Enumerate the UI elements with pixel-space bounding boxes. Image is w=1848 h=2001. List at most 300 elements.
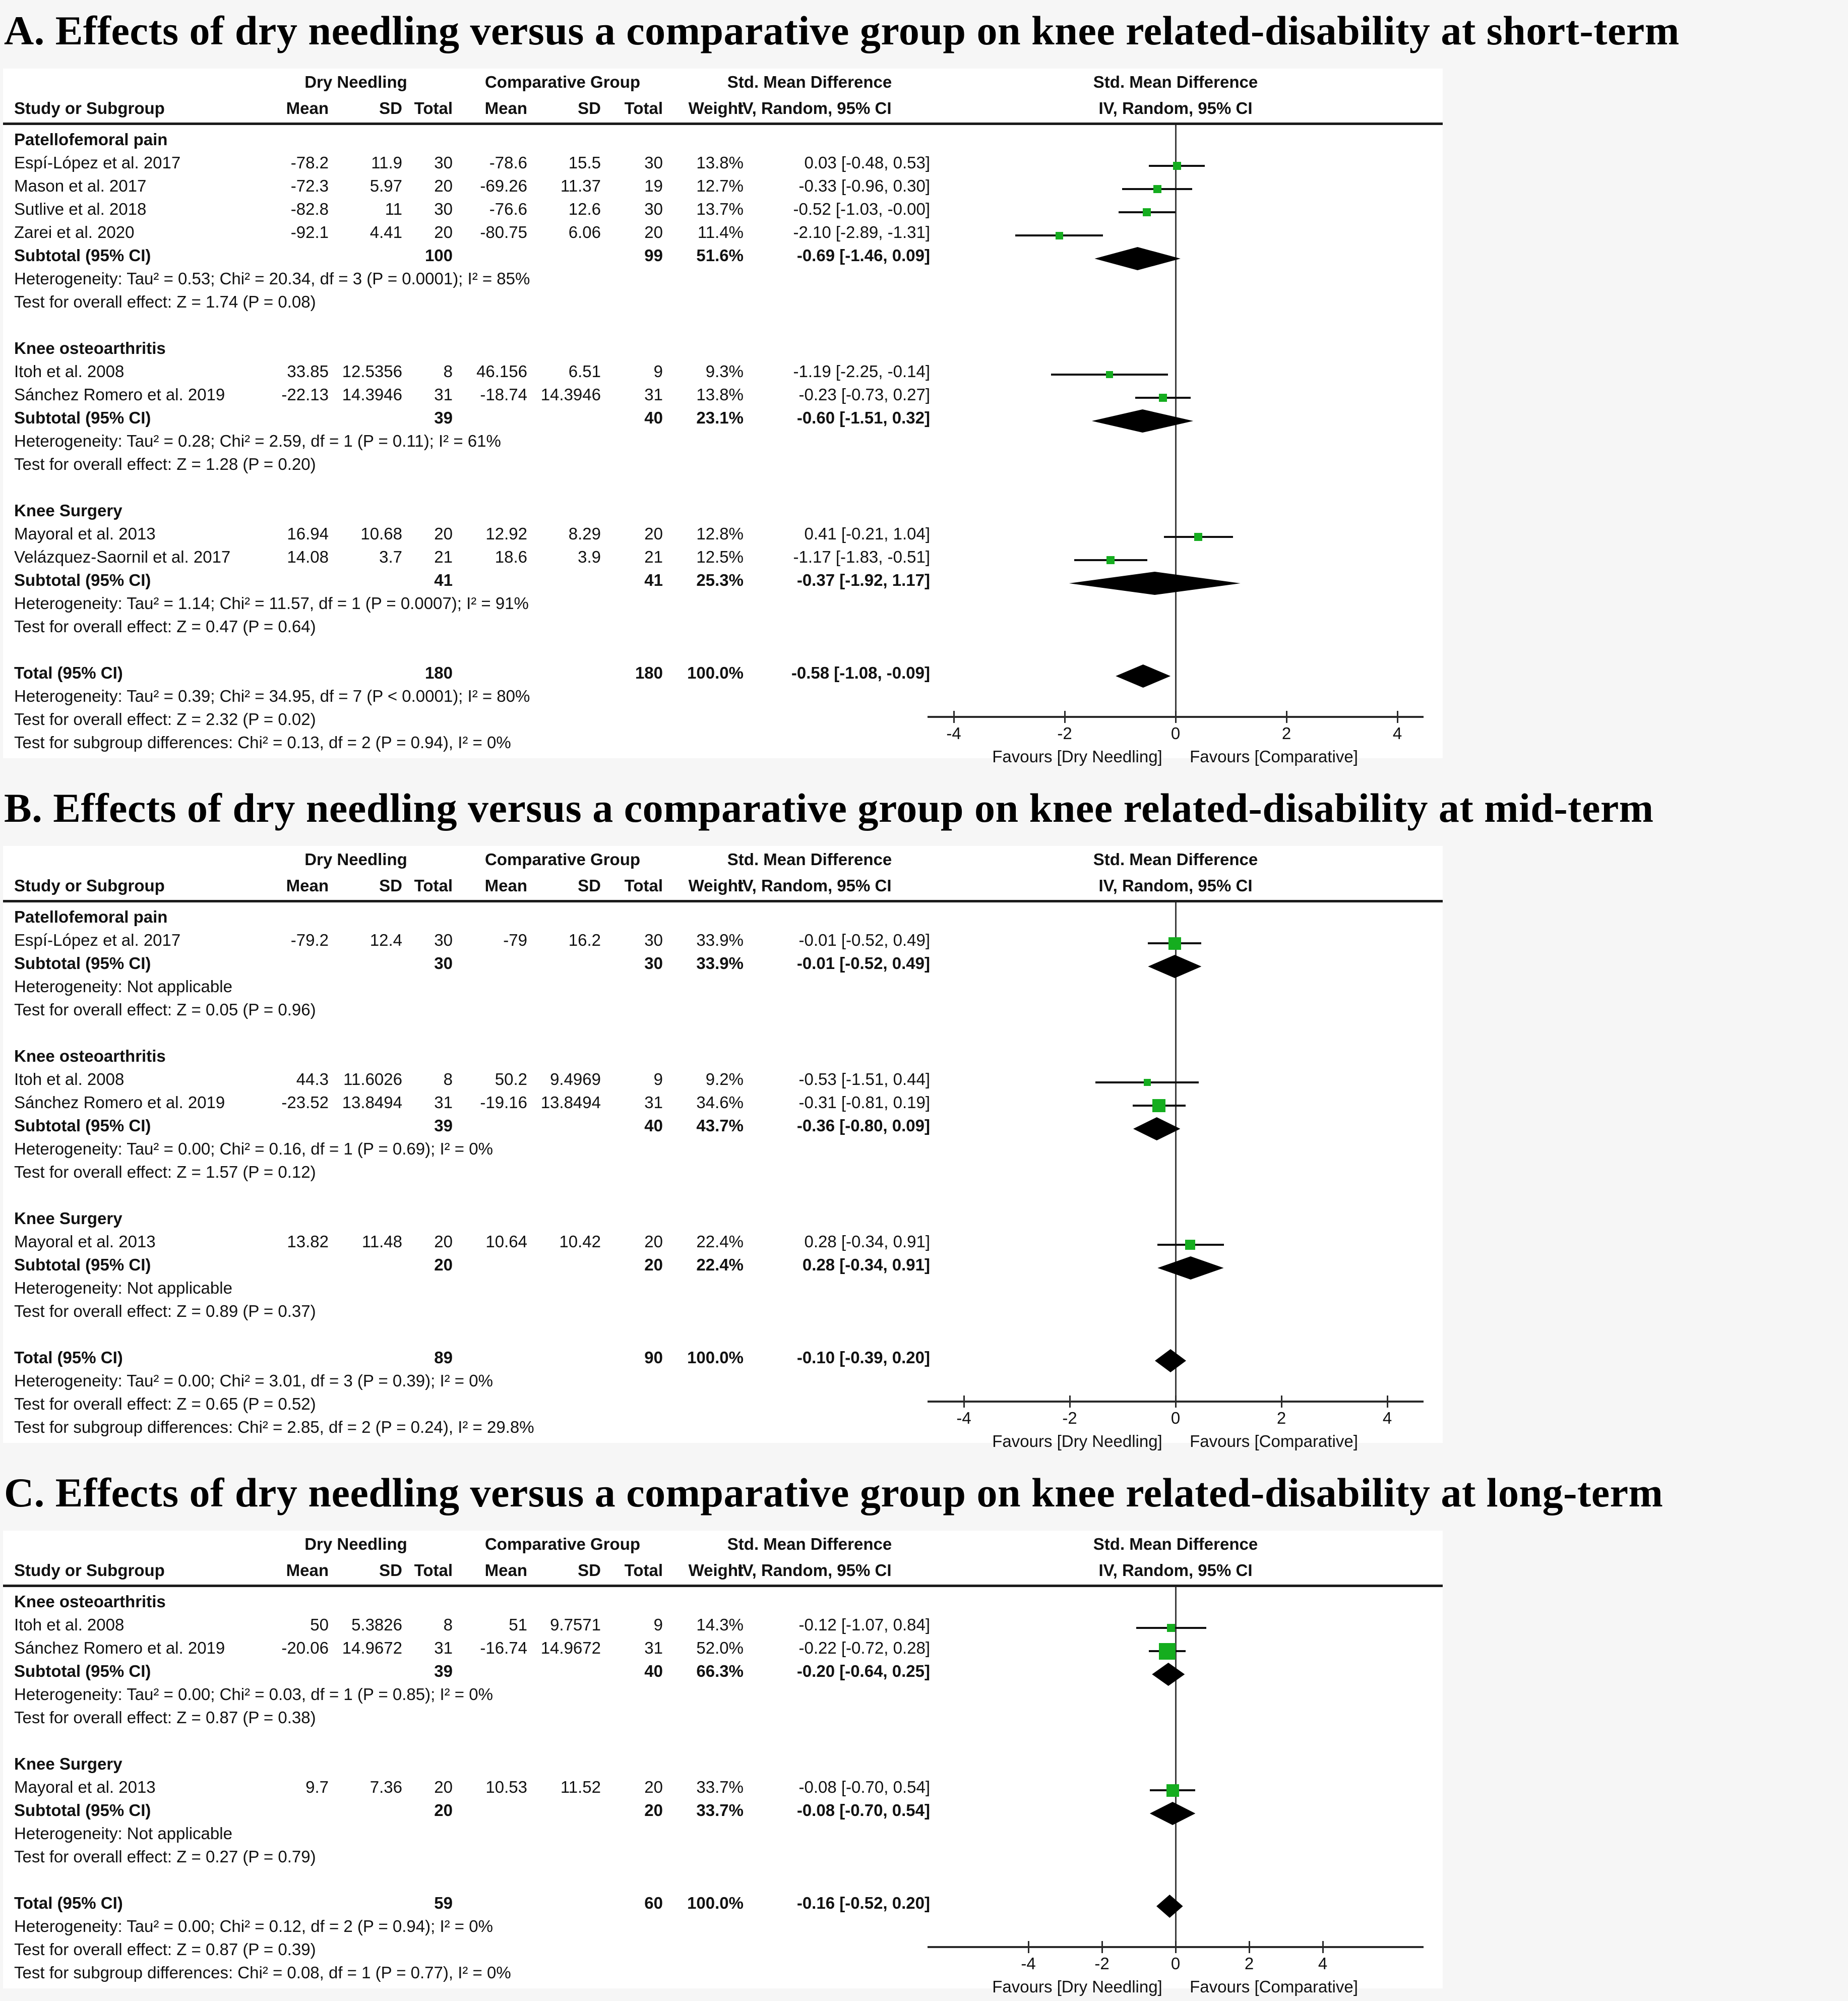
axis-tick-label: 2 bbox=[1244, 1954, 1254, 1973]
sd-dn: 11 bbox=[385, 200, 402, 218]
sd-cg: 9.4969 bbox=[550, 1070, 601, 1088]
study-row bbox=[3, 1636, 1443, 1660]
weight: 11.4% bbox=[697, 223, 744, 241]
total-dn: 8 bbox=[443, 1070, 453, 1088]
total-cg: 180 bbox=[635, 663, 663, 682]
weight: 33.7% bbox=[696, 1801, 744, 1820]
stats-note: Heterogeneity: Not applicable bbox=[14, 1279, 232, 1297]
weight: 43.7% bbox=[696, 1116, 744, 1135]
subgroup-label: Knee Surgery bbox=[14, 501, 122, 520]
col-header-ci-text: IV, Random, 95% CI bbox=[737, 99, 892, 117]
col-header-ci-text: IV, Random, 95% CI bbox=[737, 1561, 892, 1580]
total-dn: 20 bbox=[434, 1232, 453, 1251]
subtotal-label: Subtotal (95% CI) bbox=[14, 571, 151, 589]
panel-title-C: C. Effects of dry needling versus a comparative group on knee related-disability at long-term bbox=[4, 1470, 1664, 1515]
axis-tick-label: 0 bbox=[1171, 724, 1181, 743]
total-label: Total (95% CI) bbox=[14, 1894, 123, 1912]
subgroup-label: Patellofemoral pain bbox=[14, 130, 168, 149]
axis-tick-label: 4 bbox=[1318, 1954, 1328, 1973]
note-row bbox=[3, 1915, 1443, 1938]
sd-dn: 11.48 bbox=[361, 1232, 402, 1251]
weight: 51.6% bbox=[696, 246, 744, 265]
total-cg: 19 bbox=[644, 176, 663, 195]
group-row bbox=[3, 128, 1443, 151]
stats-note: Heterogeneity: Tau² = 0.28; Chi² = 2.59, df = 1 (P = 0.11); I² = 61% bbox=[14, 432, 501, 450]
study-row bbox=[3, 1776, 1443, 1799]
total-row bbox=[3, 661, 1443, 685]
study-name: Espí-López et al. 2017 bbox=[14, 153, 181, 172]
study-row bbox=[3, 383, 1443, 406]
mean-cg: -80.75 bbox=[480, 223, 527, 241]
note-row bbox=[3, 731, 1443, 754]
total-row bbox=[3, 1892, 1443, 1915]
weight: 9.2% bbox=[705, 1070, 744, 1088]
ci-text: -0.08 [-0.70, 0.54] bbox=[798, 1778, 930, 1796]
sd-cg: 11.37 bbox=[560, 176, 601, 195]
col-group-dry-needling: Dry Needling bbox=[304, 1535, 407, 1553]
ci-text: 0.28 [-0.34, 0.91] bbox=[804, 1232, 930, 1251]
mean-dn: -92.1 bbox=[290, 223, 329, 241]
total-dn: 21 bbox=[434, 548, 453, 566]
weight: 22.4% bbox=[696, 1255, 744, 1274]
stats-note: Test for subgroup differences: Chi² = 0.13, df = 2 (P = 0.94), I² = 0% bbox=[14, 733, 511, 752]
ci-text: -0.69 [-1.46, 0.09] bbox=[796, 246, 930, 265]
stats-note: Test for overall effect: Z = 0.89 (P = 0.37) bbox=[14, 1302, 316, 1320]
ci-text: -0.08 [-0.70, 0.54] bbox=[796, 1801, 930, 1820]
total-dn: 59 bbox=[434, 1894, 453, 1912]
mean-dn: 13.82 bbox=[287, 1232, 329, 1251]
col-header-ci-plot: IV, Random, 95% CI bbox=[1098, 876, 1253, 895]
mean-cg: -19.16 bbox=[480, 1093, 527, 1112]
col-header-ci-plot: IV, Random, 95% CI bbox=[1098, 1561, 1253, 1580]
col-group-smd-text: Std. Mean Difference bbox=[727, 1535, 892, 1553]
table-header bbox=[3, 69, 1443, 125]
study-row bbox=[3, 1613, 1443, 1636]
favours-right-label: Favours [Comparative] bbox=[1190, 1432, 1358, 1450]
sd-cg: 13.8494 bbox=[540, 1093, 601, 1112]
ci-text: 0.03 [-0.48, 0.53] bbox=[804, 153, 930, 172]
total-dn: 20 bbox=[434, 524, 453, 543]
mean-cg: -79 bbox=[503, 931, 527, 949]
spacer-row bbox=[3, 1323, 1443, 1346]
sd-cg: 8.29 bbox=[568, 524, 601, 543]
mean-cg: -18.74 bbox=[480, 385, 527, 404]
total-dn: 30 bbox=[434, 200, 453, 218]
mean-dn: 14.08 bbox=[287, 548, 329, 566]
stats-note: Heterogeneity: Tau² = 0.00; Chi² = 0.03, df = 1 (P = 0.85); I² = 0% bbox=[14, 1685, 493, 1704]
total-cg: 99 bbox=[644, 246, 663, 265]
sd-dn: 14.9672 bbox=[342, 1639, 402, 1657]
col-header-weight: Weight bbox=[688, 1561, 744, 1580]
col-group-comparative: Comparative Group bbox=[484, 1535, 641, 1553]
sd-cg: 14.9672 bbox=[540, 1639, 601, 1657]
stats-note: Heterogeneity: Tau² = 0.00; Chi² = 3.01, df = 3 (P = 0.39); I² = 0% bbox=[14, 1371, 493, 1390]
col-header-mean-cg: Mean bbox=[484, 1561, 527, 1580]
sd-dn: 11.9 bbox=[371, 153, 402, 172]
axis-tick-label: 4 bbox=[1382, 1409, 1392, 1427]
col-header-total-dn: Total bbox=[414, 876, 453, 895]
total-dn: 8 bbox=[443, 1615, 453, 1634]
note-row bbox=[3, 430, 1443, 453]
note-row bbox=[3, 975, 1443, 998]
col-header-ci-text: IV, Random, 95% CI bbox=[737, 876, 892, 895]
table-header bbox=[3, 846, 1443, 902]
total-label: Total (95% CI) bbox=[14, 1348, 123, 1367]
subtotal-row bbox=[3, 406, 1443, 430]
ci-text: -0.01 [-0.52, 0.49] bbox=[798, 931, 930, 949]
group-row bbox=[3, 337, 1443, 360]
ci-text: -0.60 [-1.51, 0.32] bbox=[796, 408, 930, 427]
col-header-mean-dn: Mean bbox=[286, 1561, 329, 1580]
stats-note: Heterogeneity: Tau² = 0.39; Chi² = 34.95, df = 7 (P < 0.0001); I² = 80% bbox=[14, 687, 530, 705]
axis-tick-label: -2 bbox=[1094, 1954, 1110, 1973]
stats-note: Test for overall effect: Z = 2.32 (P = 0.02) bbox=[14, 710, 316, 729]
weight: 34.6% bbox=[696, 1093, 744, 1112]
weight: 22.4% bbox=[696, 1232, 744, 1251]
note-row bbox=[3, 1683, 1443, 1706]
study-name: Mayoral et al. 2013 bbox=[14, 524, 156, 543]
ci-text: -0.37 [-1.92, 1.17] bbox=[796, 571, 930, 589]
sd-cg: 10.42 bbox=[559, 1232, 601, 1251]
stats-note: Heterogeneity: Tau² = 0.00; Chi² = 0.16, df = 1 (P = 0.69); I² = 0% bbox=[14, 1139, 493, 1158]
ci-text: -0.20 [-0.64, 0.25] bbox=[796, 1662, 930, 1680]
total-cg: 90 bbox=[644, 1348, 663, 1367]
forest-plot-figure bbox=[0, 7, 1848, 1996]
total-cg: 30 bbox=[644, 200, 663, 218]
col-header-total-cg: Total bbox=[624, 99, 663, 117]
ci-text: 0.41 [-0.21, 1.04] bbox=[804, 524, 930, 543]
study-row bbox=[3, 221, 1443, 244]
study-name: Sutlive et al. 2018 bbox=[14, 200, 147, 218]
spacer-row bbox=[3, 1184, 1443, 1207]
study-name: Itoh et al. 2008 bbox=[14, 362, 125, 381]
mean-cg: 50.2 bbox=[495, 1070, 527, 1088]
total-dn: 30 bbox=[434, 153, 453, 172]
subtotal-label: Subtotal (95% CI) bbox=[14, 1801, 151, 1820]
note-row bbox=[3, 1845, 1443, 1868]
note-row bbox=[3, 1938, 1443, 1961]
sd-cg: 3.9 bbox=[578, 548, 601, 566]
total-cg: 9 bbox=[653, 1615, 663, 1634]
study-row bbox=[3, 360, 1443, 383]
subgroup-label: Knee osteoarthritis bbox=[14, 339, 166, 357]
ci-text: -0.31 [-0.81, 0.19] bbox=[798, 1093, 930, 1112]
note-row bbox=[3, 1961, 1443, 1984]
ci-text: -1.17 [-1.83, -0.51] bbox=[793, 548, 930, 566]
stats-note: Test for overall effect: Z = 1.57 (P = 0.12) bbox=[14, 1163, 316, 1181]
col-header-weight: Weight bbox=[688, 876, 744, 895]
col-group-smd-text: Std. Mean Difference bbox=[727, 850, 892, 869]
spacer-row bbox=[3, 1021, 1443, 1045]
col-header-mean-cg: Mean bbox=[484, 876, 527, 895]
col-header-total-dn: Total bbox=[414, 1561, 453, 1580]
ci-text: -0.52 [-1.03, -0.00] bbox=[793, 200, 930, 218]
study-name: Sánchez Romero et al. 2019 bbox=[14, 1639, 225, 1657]
subtotal-label: Subtotal (95% CI) bbox=[14, 408, 151, 427]
ci-text: -1.19 [-2.25, -0.14] bbox=[793, 362, 930, 381]
stats-note: Test for overall effect: Z = 0.47 (P = 0.64) bbox=[14, 617, 316, 636]
subgroup-label: Knee Surgery bbox=[14, 1754, 122, 1773]
sd-dn: 7.36 bbox=[369, 1778, 402, 1796]
mean-cg: -16.74 bbox=[480, 1639, 527, 1657]
sd-dn: 14.3946 bbox=[342, 385, 402, 404]
study-name: Itoh et al. 2008 bbox=[14, 1615, 125, 1634]
table-header bbox=[3, 1531, 1443, 1587]
mean-dn: 50 bbox=[310, 1615, 329, 1634]
total-dn: 20 bbox=[434, 1801, 453, 1820]
sd-cg: 6.51 bbox=[568, 362, 601, 381]
col-header-study: Study or Subgroup bbox=[14, 99, 165, 117]
stats-note: Heterogeneity: Tau² = 1.14; Chi² = 11.57, df = 1 (P = 0.0007); I² = 91% bbox=[14, 594, 529, 613]
weight: 66.3% bbox=[696, 1662, 744, 1680]
stats-note: Heterogeneity: Not applicable bbox=[14, 1824, 232, 1843]
total-label: Total (95% CI) bbox=[14, 663, 123, 682]
note-row bbox=[3, 1161, 1443, 1184]
note-row bbox=[3, 685, 1443, 708]
mean-dn: 44.3 bbox=[296, 1070, 329, 1088]
col-group-smd-plot: Std. Mean Difference bbox=[1093, 850, 1258, 869]
mean-dn: -82.8 bbox=[290, 200, 329, 218]
total-dn: 39 bbox=[434, 1116, 453, 1135]
study-row bbox=[3, 1091, 1443, 1114]
col-header-sd-dn: SD bbox=[379, 1561, 402, 1580]
total-cg: 40 bbox=[644, 408, 663, 427]
col-header-total-cg: Total bbox=[624, 876, 663, 895]
col-header-sd-cg: SD bbox=[578, 99, 601, 117]
forest-table-A bbox=[3, 69, 1443, 766]
total-dn: 30 bbox=[434, 954, 453, 973]
weight: 100.0% bbox=[687, 1894, 744, 1912]
ci-text: -0.53 [-1.51, 0.44] bbox=[798, 1070, 930, 1088]
axis-tick-label: -4 bbox=[1021, 1954, 1036, 1973]
sd-cg: 16.2 bbox=[568, 931, 601, 949]
stats-note: Test for overall effect: Z = 0.87 (P = 0.38) bbox=[14, 1708, 316, 1727]
panel-A bbox=[0, 7, 1848, 766]
study-row bbox=[3, 151, 1443, 174]
weight: 33.9% bbox=[696, 931, 744, 949]
spacer-row bbox=[3, 1729, 1443, 1752]
stats-note: Heterogeneity: Tau² = 0.53; Chi² = 20.34, df = 3 (P = 0.0001); I² = 85% bbox=[14, 269, 530, 288]
mean-dn: 16.94 bbox=[287, 524, 329, 543]
col-header-total-dn: Total bbox=[414, 99, 453, 117]
total-cg: 9 bbox=[653, 1070, 663, 1088]
study-name: Sánchez Romero et al. 2019 bbox=[14, 1093, 225, 1112]
panel-B bbox=[0, 784, 1848, 1450]
total-cg: 20 bbox=[644, 1232, 663, 1251]
subtotal-row bbox=[3, 1660, 1443, 1683]
total-dn: 180 bbox=[424, 663, 453, 682]
col-header-total-cg: Total bbox=[624, 1561, 663, 1580]
col-header-weight: Weight bbox=[688, 99, 744, 117]
total-dn: 20 bbox=[434, 1778, 453, 1796]
subgroup-label: Knee osteoarthritis bbox=[14, 1592, 166, 1611]
study-name: Sánchez Romero et al. 2019 bbox=[14, 385, 225, 404]
rows bbox=[3, 1587, 1443, 1988]
total-dn: 31 bbox=[434, 385, 453, 404]
note-row bbox=[3, 708, 1443, 731]
axis-tick-label: -4 bbox=[956, 1409, 971, 1427]
total-cg: 41 bbox=[644, 571, 663, 589]
subtotal-label: Subtotal (95% CI) bbox=[14, 1116, 151, 1135]
sd-dn: 4.41 bbox=[369, 223, 402, 241]
weight: 33.9% bbox=[696, 954, 744, 973]
group-row bbox=[3, 1045, 1443, 1068]
note-row bbox=[3, 1416, 1443, 1439]
note-row bbox=[3, 1706, 1443, 1729]
total-dn: 20 bbox=[434, 176, 453, 195]
spacer-row bbox=[3, 1868, 1443, 1892]
favours-left-label: Favours [Dry Needling] bbox=[992, 1977, 1162, 1996]
note-row bbox=[3, 1392, 1443, 1416]
note-row bbox=[3, 592, 1443, 615]
total-cg: 20 bbox=[644, 223, 663, 241]
col-header-mean-dn: Mean bbox=[286, 99, 329, 117]
axis-tick-label: 2 bbox=[1281, 724, 1291, 743]
total-cg: 30 bbox=[644, 954, 663, 973]
weight: 13.7% bbox=[696, 200, 744, 218]
col-header-sd-cg: SD bbox=[578, 876, 601, 895]
ci-text: -0.12 [-1.07, 0.84] bbox=[798, 1615, 930, 1634]
sd-cg: 14.3946 bbox=[540, 385, 601, 404]
panel-C bbox=[0, 1469, 1848, 1996]
total-row bbox=[3, 1346, 1443, 1369]
note-row bbox=[3, 1300, 1443, 1323]
total-cg: 60 bbox=[644, 1894, 663, 1912]
total-dn: 8 bbox=[443, 362, 453, 381]
total-cg: 30 bbox=[644, 931, 663, 949]
weight: 100.0% bbox=[687, 1348, 744, 1367]
col-group-comparative: Comparative Group bbox=[484, 850, 641, 869]
subtotal-row bbox=[3, 952, 1443, 975]
forest-table-C bbox=[3, 1531, 1443, 1996]
mean-cg: -76.6 bbox=[489, 200, 527, 218]
total-dn: 30 bbox=[434, 931, 453, 949]
total-dn: 20 bbox=[434, 1255, 453, 1274]
ci-text: -0.36 [-0.80, 0.09] bbox=[796, 1116, 930, 1135]
col-header-study: Study or Subgroup bbox=[14, 1561, 165, 1580]
subgroup-label: Knee osteoarthritis bbox=[14, 1047, 166, 1065]
mean-dn: -72.3 bbox=[290, 176, 329, 195]
note-row bbox=[3, 1369, 1443, 1392]
note-row bbox=[3, 1277, 1443, 1300]
total-cg: 40 bbox=[644, 1116, 663, 1135]
mean-cg: 46.156 bbox=[476, 362, 527, 381]
col-header-study: Study or Subgroup bbox=[14, 876, 165, 895]
total-cg: 30 bbox=[644, 153, 663, 172]
col-header-sd-dn: SD bbox=[379, 99, 402, 117]
subtotal-label: Subtotal (95% CI) bbox=[14, 1662, 151, 1680]
total-cg: 31 bbox=[644, 385, 663, 404]
study-name: Mayoral et al. 2013 bbox=[14, 1232, 156, 1251]
subtotal-row bbox=[3, 244, 1443, 267]
col-group-smd-plot: Std. Mean Difference bbox=[1093, 73, 1258, 91]
total-cg: 31 bbox=[644, 1639, 663, 1657]
total-dn: 39 bbox=[434, 1662, 453, 1680]
study-row bbox=[3, 545, 1443, 569]
weight: 23.1% bbox=[696, 408, 744, 427]
total-dn: 20 bbox=[434, 223, 453, 241]
total-cg: 20 bbox=[644, 1801, 663, 1820]
stats-note: Test for overall effect: Z = 1.28 (P = 0.20) bbox=[14, 455, 316, 473]
weight: 100.0% bbox=[687, 663, 744, 682]
weight: 13.8% bbox=[696, 385, 744, 404]
rows bbox=[3, 902, 1443, 1443]
study-name: Mayoral et al. 2013 bbox=[14, 1778, 156, 1796]
subgroup-label: Knee Surgery bbox=[14, 1209, 122, 1228]
subtotal-label: Subtotal (95% CI) bbox=[14, 246, 151, 265]
sd-dn: 3.7 bbox=[379, 548, 402, 566]
ci-text: -0.10 [-0.39, 0.20] bbox=[796, 1348, 930, 1367]
ci-text: -0.23 [-0.73, 0.27] bbox=[798, 385, 930, 404]
subtotal-row bbox=[3, 1799, 1443, 1822]
subtotal-label: Subtotal (95% CI) bbox=[14, 1255, 151, 1274]
mean-dn: -22.13 bbox=[281, 385, 329, 404]
sd-dn: 5.97 bbox=[369, 176, 402, 195]
study-row bbox=[3, 1230, 1443, 1253]
weight: 12.5% bbox=[696, 548, 744, 566]
spacer-row bbox=[3, 476, 1443, 499]
study-name: Velázquez-Saornil et al. 2017 bbox=[14, 548, 231, 566]
study-row bbox=[3, 1068, 1443, 1091]
mean-dn: 33.85 bbox=[287, 362, 329, 381]
total-cg: 20 bbox=[644, 1778, 663, 1796]
total-dn: 31 bbox=[434, 1639, 453, 1657]
note-row bbox=[3, 1137, 1443, 1161]
mean-cg: 51 bbox=[509, 1615, 527, 1634]
note-row bbox=[3, 998, 1443, 1021]
mean-dn: -20.06 bbox=[281, 1639, 329, 1657]
axis-tick-label: 0 bbox=[1171, 1409, 1181, 1427]
ci-text: 0.28 [-0.34, 0.91] bbox=[802, 1255, 930, 1274]
weight: 13.8% bbox=[696, 153, 744, 172]
weight: 12.7% bbox=[696, 176, 744, 195]
total-dn: 100 bbox=[424, 246, 453, 265]
sd-cg: 6.06 bbox=[568, 223, 601, 241]
total-cg: 21 bbox=[644, 548, 663, 566]
study-name: Espí-López et al. 2017 bbox=[14, 931, 181, 949]
axis-tick-label: -2 bbox=[1062, 1409, 1077, 1427]
sd-dn: 10.68 bbox=[360, 524, 402, 543]
group-row bbox=[3, 1207, 1443, 1230]
subtotal-row bbox=[3, 1114, 1443, 1137]
subtotal-label: Subtotal (95% CI) bbox=[14, 954, 151, 973]
stats-note: Test for subgroup differences: Chi² = 2.85, df = 2 (P = 0.24), I² = 29.8% bbox=[14, 1418, 534, 1436]
total-cg: 31 bbox=[644, 1093, 663, 1112]
stats-note: Test for overall effect: Z = 0.27 (P = 0.79) bbox=[14, 1847, 316, 1866]
stats-note: Heterogeneity: Tau² = 0.00; Chi² = 0.12, df = 2 (P = 0.94); I² = 0% bbox=[14, 1917, 493, 1935]
col-header-mean-cg: Mean bbox=[484, 99, 527, 117]
col-header-ci-plot: IV, Random, 95% CI bbox=[1098, 99, 1253, 117]
axis-tick-label: -4 bbox=[946, 724, 961, 743]
total-dn: 39 bbox=[434, 408, 453, 427]
total-dn: 31 bbox=[434, 1093, 453, 1112]
weight: 33.7% bbox=[696, 1778, 744, 1796]
stats-note: Test for subgroup differences: Chi² = 0.08, df = 1 (P = 0.77), I² = 0% bbox=[14, 1963, 511, 1982]
study-name: Mason et al. 2017 bbox=[14, 176, 147, 195]
col-header-sd-cg: SD bbox=[578, 1561, 601, 1580]
note-row bbox=[3, 290, 1443, 314]
total-dn: 89 bbox=[434, 1348, 453, 1367]
group-row bbox=[3, 1590, 1443, 1613]
weight: 9.3% bbox=[705, 362, 744, 381]
col-header-mean-dn: Mean bbox=[286, 876, 329, 895]
total-cg: 9 bbox=[653, 362, 663, 381]
favours-right-label: Favours [Comparative] bbox=[1190, 1977, 1358, 1996]
mean-cg: 18.6 bbox=[495, 548, 527, 566]
mean-cg: 12.92 bbox=[485, 524, 527, 543]
note-row bbox=[3, 615, 1443, 638]
mean-dn: -79.2 bbox=[290, 931, 329, 949]
